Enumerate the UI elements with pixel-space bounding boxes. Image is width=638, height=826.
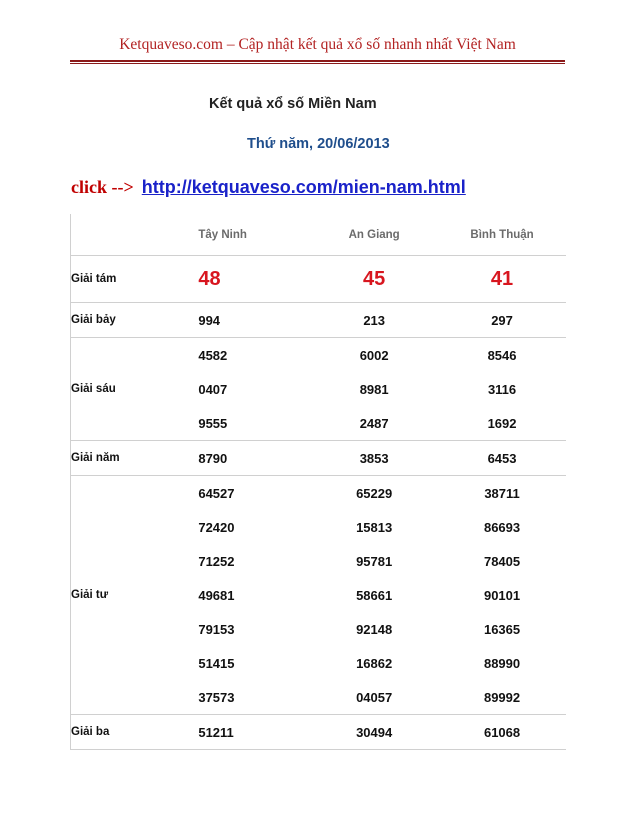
- prize-number: 297: [438, 303, 566, 338]
- table-header-row: [71, 214, 567, 256]
- province-header: Tây Ninh: [198, 214, 310, 256]
- mien-nam-link[interactable]: http://ketquaveso.com/mien-nam.html: [141, 177, 466, 197]
- page-header: Ketquaveso.com – Cập nhật kết quả xổ số nhanh nhất Việt Nam: [119, 36, 516, 53]
- table-row: [71, 476, 567, 511]
- prize-number: 65229: [356, 485, 393, 501]
- province-header: An Giang: [310, 214, 438, 256]
- header-rule-thin: [70, 63, 565, 64]
- table-row: [71, 715, 567, 750]
- prize-number: 58661: [356, 587, 393, 603]
- prize-number: 51211: [198, 715, 310, 750]
- prize-number: 90101: [483, 587, 521, 603]
- prize-number: 2487: [310, 406, 438, 441]
- prize-number: 16862: [356, 655, 393, 671]
- prize-number: 71252: [198, 553, 235, 569]
- results-table: [70, 214, 566, 750]
- prize-number: 95781: [356, 553, 393, 569]
- prize-number: 79153: [198, 621, 235, 637]
- province-header: Bình Thuận: [438, 214, 566, 256]
- prize-number: 38711: [484, 485, 520, 501]
- prize-label: Giải bảy: [71, 303, 199, 338]
- prize-label: Giải năm: [71, 441, 199, 476]
- prize-number: 86693: [483, 519, 521, 535]
- prize-number: 72420: [198, 519, 235, 535]
- prize-number: 49681: [198, 587, 235, 603]
- prize-label: Giải ba: [71, 715, 199, 750]
- header-empty-cell: [71, 214, 199, 256]
- results-title: Kết quả xổ số Miền Nam: [209, 96, 377, 112]
- draw-date: Thứ năm, 20/06/2013: [247, 136, 390, 152]
- prize-number: 6002: [359, 347, 389, 363]
- prize-label: Giải tám: [71, 256, 199, 303]
- prize-number: 8790: [198, 441, 310, 476]
- prize-label: Giải sáu: [71, 338, 199, 441]
- prize-number: 213: [310, 303, 438, 338]
- prize-number: 04057: [310, 680, 438, 715]
- prize-label: Giải tư: [71, 476, 199, 715]
- prize-number: 0407: [198, 381, 228, 397]
- prize-number: 9555: [198, 406, 310, 441]
- table-row: [71, 256, 567, 303]
- prize-number: 41: [438, 256, 566, 303]
- prize-number: 89992: [438, 680, 566, 715]
- prize-number: 8546: [487, 347, 517, 363]
- prize-number: 4582: [198, 347, 228, 363]
- click-label: click -->: [71, 177, 134, 197]
- prize-number: 61068: [438, 715, 566, 750]
- prize-number: 30494: [310, 715, 438, 750]
- prize-number: 37573: [198, 680, 310, 715]
- table-row: [71, 303, 567, 338]
- prize-number: 92148: [356, 621, 393, 637]
- table-row: [71, 441, 567, 476]
- table-row: [71, 338, 567, 373]
- prize-number: 1692: [438, 406, 566, 441]
- prize-number: 78405: [483, 553, 521, 569]
- prize-number: 45: [310, 256, 438, 303]
- prize-number: 994: [198, 303, 310, 338]
- prize-number: 48: [198, 256, 310, 303]
- prize-number: 15813: [356, 519, 393, 535]
- prize-number: 8981: [359, 381, 389, 397]
- prize-number: 3116: [487, 381, 517, 397]
- prize-number: 3853: [310, 441, 438, 476]
- prize-number: 16365: [483, 621, 521, 637]
- click-line: [71, 177, 466, 198]
- prize-number: 51415: [198, 655, 235, 671]
- header-rule: [70, 60, 565, 62]
- prize-number: 64527: [198, 485, 235, 501]
- prize-number: 88990: [483, 655, 521, 671]
- prize-number: 6453: [438, 441, 566, 476]
